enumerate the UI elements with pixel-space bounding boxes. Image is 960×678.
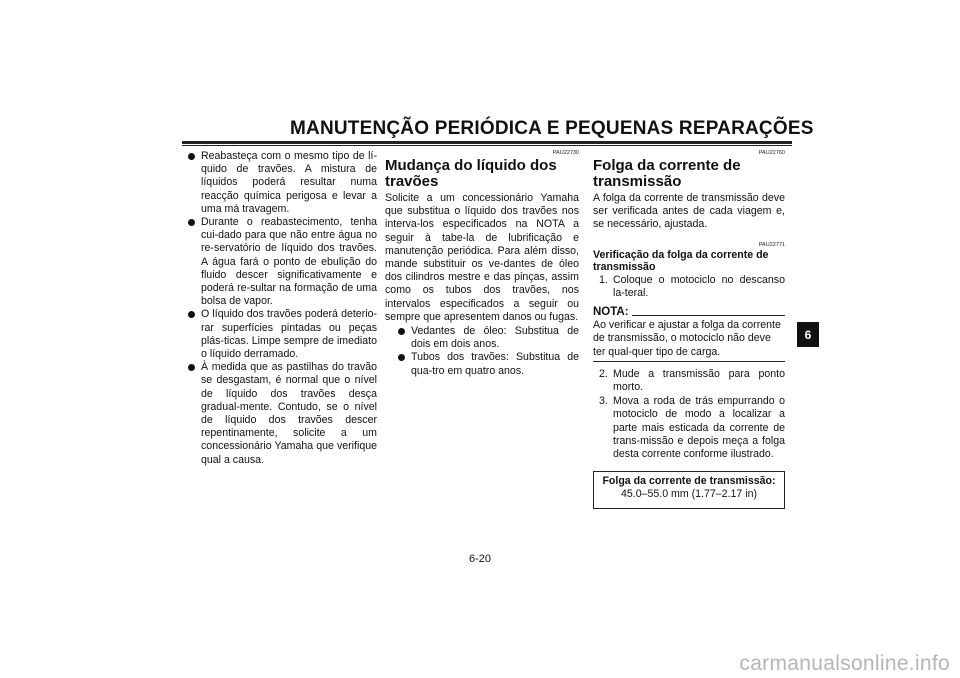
list-item-text: Reabasteça com o mesmo tipo de lí-quido de travões. A mistura de líquidos poderá resultar numa reacção química perigosa e levar a uma má travagem. bbox=[201, 150, 377, 215]
note-label: NOTA: bbox=[593, 306, 629, 319]
list-item bbox=[187, 150, 377, 216]
list-item-text: Durante o reabastecimento, tenha cui-dado para que não entre água no re-servatório de líquido dos travões. A água fará o ponto de ebulição do fluido descer significativamente e poderá re-sultar na formação de uma bolsa de vapor. bbox=[201, 216, 377, 308]
note-end-rule bbox=[593, 361, 785, 362]
column-middle bbox=[385, 150, 579, 378]
step-number: 2. bbox=[599, 367, 608, 380]
bullet-list bbox=[385, 325, 579, 378]
page-title: MANUTENÇÃO PERIÓDICA E PEQUENAS REPARAÇÕES bbox=[290, 118, 814, 139]
chapter-tab: 6 bbox=[797, 322, 819, 347]
spec-title: Folga da corrente de transmissão: bbox=[602, 475, 776, 488]
section-code: PAU22760 bbox=[758, 150, 785, 156]
spec-box bbox=[593, 471, 785, 508]
bullet-dot-icon bbox=[188, 219, 195, 226]
title-rule bbox=[182, 141, 792, 144]
step-item bbox=[593, 395, 785, 461]
section-code: PAU22730 bbox=[552, 150, 579, 156]
note-text: Ao verificar e ajustar a folga da corrente de transmissão, o motociclo não deve ter qual-quer tipo de carga. bbox=[593, 319, 781, 358]
note-rule bbox=[632, 315, 785, 316]
bullet-dot-icon bbox=[188, 311, 195, 318]
section-heading: Mudança do líquido dos travões bbox=[385, 157, 557, 190]
step-item bbox=[593, 368, 785, 394]
step-number: 1. bbox=[599, 273, 608, 286]
list-item bbox=[187, 216, 377, 308]
list-item-text: Vedantes de óleo: Substitua de dois em dois anos. bbox=[411, 325, 579, 351]
list-item bbox=[397, 351, 579, 377]
column-left bbox=[187, 150, 377, 467]
step-text: Mude a transmissão para ponto morto. bbox=[613, 367, 785, 394]
watermark: carmanualsonline.info bbox=[739, 652, 950, 675]
spec-value: 45.0–55.0 mm (1.77–2.17 in) bbox=[620, 488, 758, 501]
list-item bbox=[187, 308, 377, 361]
step-number: 3. bbox=[599, 395, 608, 408]
bullet-dot-icon bbox=[188, 153, 195, 160]
step-text: Coloque o motociclo no descanso la-teral. bbox=[613, 273, 785, 299]
section-body: A folga da corrente de transmissão deve ser verificada antes de cada viagem e, se necessário, ajustada. bbox=[593, 192, 785, 231]
list-item bbox=[187, 361, 377, 467]
subsection-heading: Verificação da folga da corrente de transmissão bbox=[593, 248, 769, 273]
page-number: 6-20 bbox=[468, 553, 492, 565]
step-text: Mova a roda de trás empurrando o motociclo de modo a localizar a parte mais esticada da corrente de trans-missão e depois meça a folga desta corrente conforme ilustrado. bbox=[613, 395, 785, 461]
list-item-text: Tubos dos travões: Substitua de qua-tro em quatro anos. bbox=[411, 351, 579, 377]
bullet-dot-icon bbox=[188, 364, 195, 371]
list-item-text: À medida que as pastilhas do travão se desgastam, é normal que o nível de líquido dos travões desça gradual-mente. Contudo, se o nível de líquido dos travões descer repentinamente, solicite a um concessionário Yamaha que verifique qual a causa. bbox=[201, 361, 377, 466]
bullet-dot-icon bbox=[398, 328, 405, 335]
bullet-dot-icon bbox=[398, 354, 405, 361]
section-heading: Folga da corrente de transmissão bbox=[593, 157, 741, 190]
column-right bbox=[593, 150, 785, 509]
step-item bbox=[593, 274, 785, 300]
list-item-text: O líquido dos travões poderá deterio-rar superfícies pintadas ou peças plás-ticas. Limpe sempre de imediato o líquido derramado. bbox=[201, 308, 377, 361]
section-body: Solicite a um concessionário Yamaha que substitua o líquido dos travões nos interva-los especificados na NOTA a seguir à tabe-la de lubrificação e manutenção periódica. Para além disso, mande substituir os ve-dantes de óleo dos cilindros mestre e das pinças, assim como os tubos dos travões, nos intervalos especificados a seguir ou sempre que apresentem danos ou fugas. bbox=[385, 192, 579, 323]
section-code: PAU22771 bbox=[758, 241, 785, 248]
note-header bbox=[593, 306, 785, 319]
title-rule-thin bbox=[182, 145, 792, 146]
list-item bbox=[397, 325, 579, 351]
